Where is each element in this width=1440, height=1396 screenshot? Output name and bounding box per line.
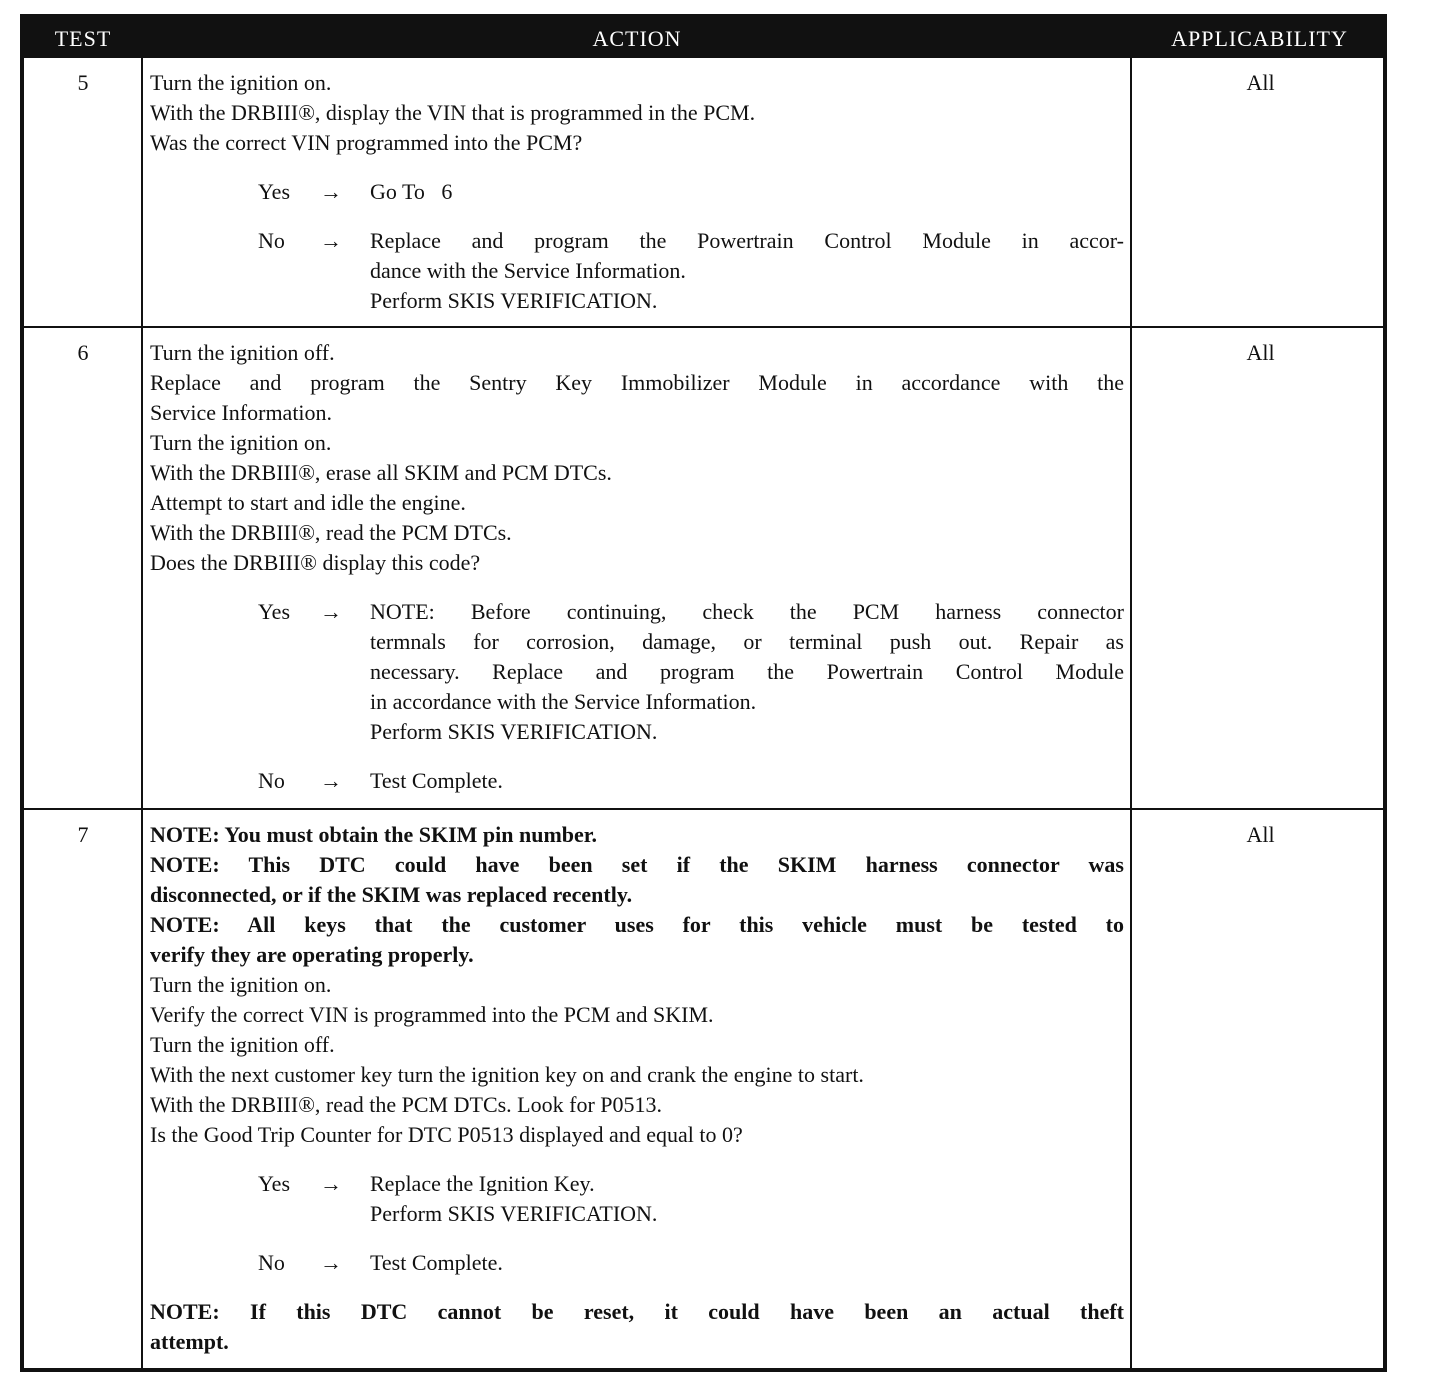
test-number: 7 bbox=[77, 822, 89, 847]
diagnostic-table bbox=[20, 14, 1387, 1372]
arrow-icon: → bbox=[320, 179, 342, 204]
result-text: Test Complete. bbox=[370, 768, 503, 793]
final-note bbox=[150, 1297, 1124, 1357]
yes-result bbox=[258, 597, 1124, 747]
step: Is the Good Trip Counter for DTC P0513 displayed and equal to 0? bbox=[150, 1122, 743, 1147]
step: Turn the ignition on. bbox=[150, 972, 332, 997]
note: NOTE: This DTC could have been set if the SKIM harness connector was bbox=[150, 852, 1124, 877]
no-result bbox=[258, 1248, 1124, 1278]
step: Was the correct VIN programmed into the PCM? bbox=[150, 130, 583, 155]
result-text: necessary. Replace and program the Powertrain Control Module bbox=[370, 659, 1124, 684]
table-row bbox=[24, 810, 1383, 1366]
header-action: ACTION bbox=[592, 26, 682, 51]
arrow-icon: → bbox=[320, 228, 342, 253]
result-text: Replace and program the Powertrain Control Module in accor- bbox=[370, 228, 1124, 253]
note: NOTE: All keys that the customer uses for this vehicle must be tested to bbox=[150, 912, 1124, 937]
arrow-icon: → bbox=[320, 1171, 342, 1196]
result-label: Yes bbox=[258, 179, 291, 204]
step: Turn the ignition off. bbox=[150, 1032, 335, 1057]
yes-result bbox=[258, 177, 1124, 207]
result-label: No bbox=[258, 1250, 285, 1275]
step: With the DRBIII®, display the VIN that is programmed in the PCM. bbox=[150, 100, 756, 125]
step: With the next customer key turn the ignition key on and crank the engine to start. bbox=[150, 1062, 864, 1087]
no-result bbox=[258, 226, 1124, 316]
step: Does the DRBIII® display this code? bbox=[150, 550, 481, 575]
arrow-icon: → bbox=[320, 599, 342, 624]
result-label: No bbox=[258, 228, 285, 253]
result-text: Test Complete. bbox=[370, 1250, 503, 1275]
result-text: Perform SKIS VERIFICATION. bbox=[370, 1201, 658, 1226]
result-text: Go To 6 bbox=[370, 179, 453, 204]
result-label: Yes bbox=[258, 599, 291, 624]
note: disconnected, or if the SKIM was replaced recently. bbox=[150, 882, 633, 907]
result-text: dance with the Service Information. bbox=[370, 258, 686, 283]
no-result bbox=[258, 766, 1124, 796]
step: Attempt to start and idle the engine. bbox=[150, 490, 466, 515]
step: Verify the correct VIN is programmed into the PCM and SKIM. bbox=[150, 1002, 714, 1027]
result-text: termnals for corrosion, damage, or terminal push out. Repair as bbox=[370, 629, 1124, 654]
table-header bbox=[24, 18, 1383, 58]
step: With the DRBIII®, read the PCM DTCs. Look for P0513. bbox=[150, 1092, 663, 1117]
action-cell bbox=[150, 68, 1124, 316]
result-text: in accordance with the Service Information. bbox=[370, 689, 757, 714]
result-label: Yes bbox=[258, 1171, 291, 1196]
arrow-icon: → bbox=[320, 1250, 342, 1275]
test-number: 6 bbox=[77, 340, 89, 365]
step: Turn the ignition on. bbox=[150, 70, 332, 95]
step: With the DRBIII®, erase all SKIM and PCM DTCs. bbox=[150, 460, 612, 485]
arrow-icon: → bbox=[320, 768, 342, 793]
step: Replace and program the Sentry Key Immobilizer Module in accordance with the bbox=[150, 370, 1124, 395]
step: With the DRBIII®, read the PCM DTCs. bbox=[150, 520, 512, 545]
applicability-value: All bbox=[1246, 70, 1275, 95]
result-text: Perform SKIS VERIFICATION. bbox=[370, 288, 658, 313]
applicability-value: All bbox=[1246, 822, 1275, 847]
result-text: Perform SKIS VERIFICATION. bbox=[370, 719, 658, 744]
test-number: 5 bbox=[77, 70, 89, 95]
yes-result bbox=[258, 1169, 1124, 1229]
note: NOTE: You must obtain the SKIM pin number. bbox=[150, 822, 598, 847]
note: NOTE: If this DTC cannot be reset, it could have been an actual theft bbox=[150, 1299, 1124, 1324]
result-label: No bbox=[258, 768, 285, 793]
result-text: Replace the Ignition Key. bbox=[370, 1171, 595, 1196]
note: attempt. bbox=[150, 1329, 229, 1354]
action-cell bbox=[150, 820, 1124, 1357]
header-applicability: APPLICABILITY bbox=[1171, 26, 1348, 51]
table-row bbox=[24, 328, 1383, 808]
step: Turn the ignition off. bbox=[150, 340, 335, 365]
header-test: TEST bbox=[54, 26, 112, 51]
note: verify they are operating properly. bbox=[150, 942, 474, 967]
table-row bbox=[24, 58, 1383, 326]
result-text: NOTE: Before continuing, check the PCM harness connector bbox=[370, 599, 1124, 624]
step: Service Information. bbox=[150, 400, 333, 425]
action-cell bbox=[150, 338, 1124, 796]
applicability-value: All bbox=[1246, 340, 1275, 365]
step: Turn the ignition on. bbox=[150, 430, 332, 455]
